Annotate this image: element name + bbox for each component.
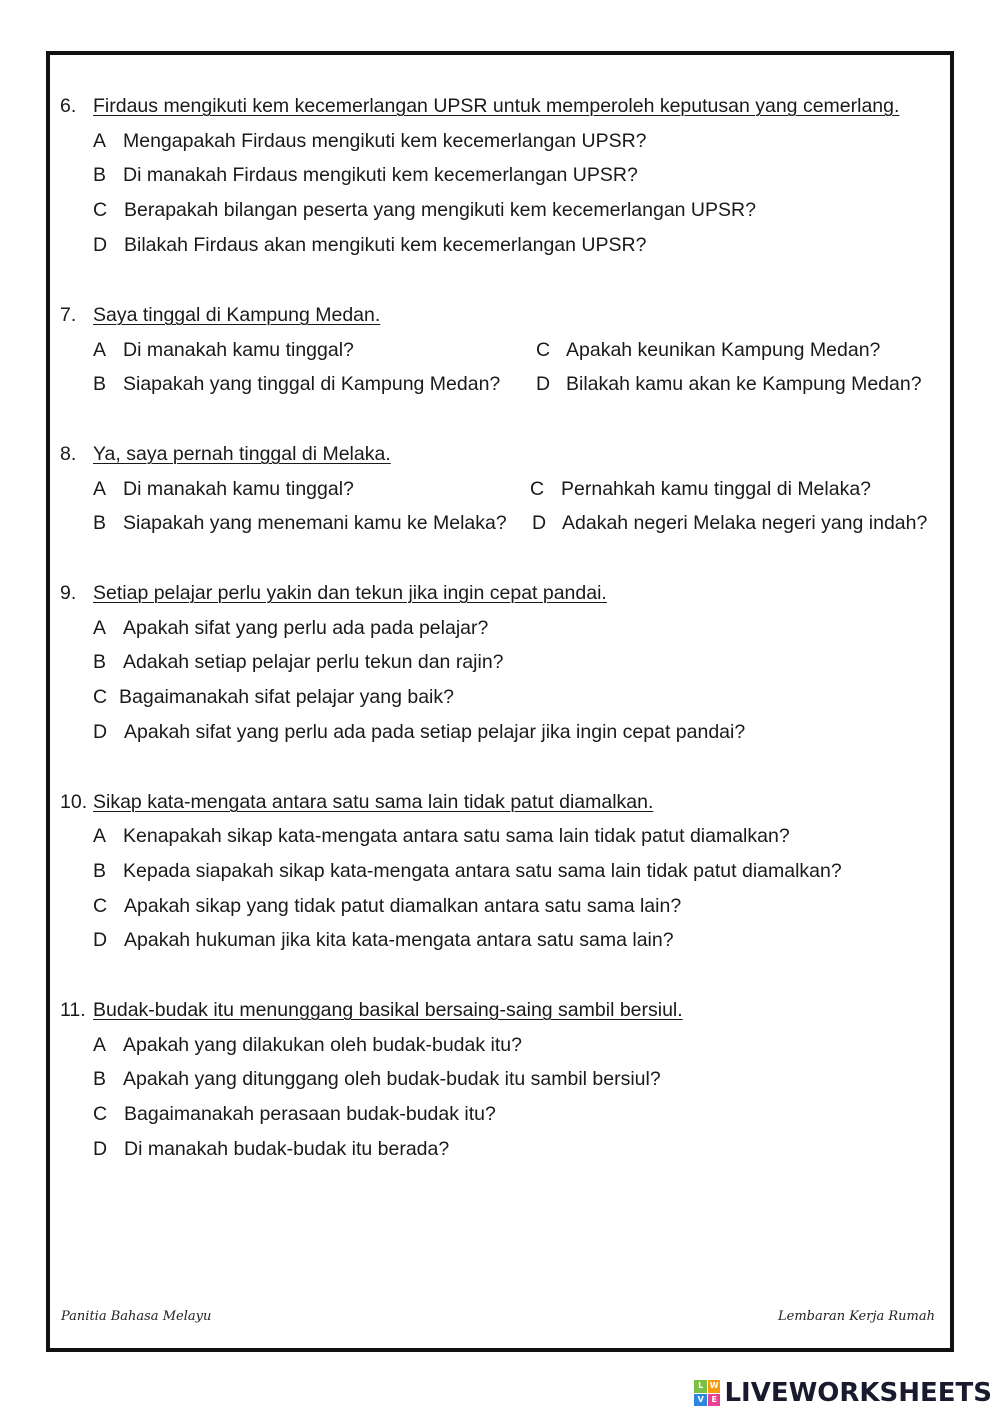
brand-name: LIVEWORKSHEETS xyxy=(724,1378,992,1408)
option-text: Di manakah kamu tinggal? xyxy=(123,478,354,500)
question-text: Sikap kata-mengata antara satu sama lain tidak patut diamalkan. xyxy=(93,791,654,813)
option-letter: C xyxy=(93,199,108,221)
option-text: Adakah negeri Melaka negeri yang indah? xyxy=(562,512,928,534)
option-letter: C xyxy=(530,478,545,500)
option-letter: A xyxy=(93,825,107,847)
option-text: Apakah sikap yang tidak patut diamalkan antara satu sama lain? xyxy=(124,895,682,917)
option-letter: C xyxy=(93,686,108,708)
question-text: Setiap pelajar perlu yakin dan tekun jika ingin cepat pandai. xyxy=(93,582,607,604)
question-text: Ya, saya pernah tinggal di Melaka. xyxy=(93,443,391,465)
option-text: Apakah hukuman jika kita kata-mengata antara satu sama lain? xyxy=(124,929,674,951)
footer-right: Lembaran Kerja Rumah xyxy=(778,1309,935,1324)
option-text: Apakah sifat yang perlu ada pada pelajar? xyxy=(123,617,489,639)
liveworksheets-brand[interactable] xyxy=(694,1377,992,1409)
option-letter: A xyxy=(93,130,107,152)
liveworksheets-logo-icon xyxy=(694,1380,720,1406)
option-letter: C xyxy=(93,895,108,917)
option-letter: B xyxy=(93,512,107,534)
option-letter: A xyxy=(93,478,107,500)
option-letter: D xyxy=(93,234,108,256)
option-letter: A xyxy=(93,1034,107,1056)
logo-letter: W xyxy=(708,1380,721,1393)
option-text: Di manakah budak-budak itu berada? xyxy=(124,1138,450,1160)
option-letter: D xyxy=(93,929,108,951)
option-letter: B xyxy=(93,373,107,395)
option-letter: B xyxy=(93,651,107,673)
option-letter: C xyxy=(93,1103,108,1125)
option-letter: A xyxy=(93,339,107,361)
option-text: Apakah yang ditunggang oleh budak-budak itu sambil bersiul? xyxy=(123,1068,661,1090)
footer-left: Panitia Bahasa Melayu xyxy=(61,1309,212,1324)
option-letter: D xyxy=(93,721,108,743)
option-letter: D xyxy=(93,1138,108,1160)
question-number: 8. xyxy=(60,443,77,465)
option-letter: B xyxy=(93,164,107,186)
logo-letter: V xyxy=(694,1394,707,1407)
option-text: Kenapakah sikap kata-mengata antara satu sama lain tidak patut diamalkan? xyxy=(123,825,790,847)
option-text: Berapakah bilangan peserta yang mengikuti kem kecemerlangan UPSR? xyxy=(124,199,756,221)
option-text: Pernahkah kamu tinggal di Melaka? xyxy=(561,478,872,500)
question-text: Budak-budak itu menunggang basikal bersaing-saing sambil bersiul. xyxy=(93,999,683,1021)
option-text: Bagaimanakah perasaan budak-budak itu? xyxy=(124,1103,496,1125)
option-letter: D xyxy=(536,373,551,395)
option-text: Di manakah kamu tinggal? xyxy=(123,339,354,361)
option-text: Apakah keunikan Kampung Medan? xyxy=(566,339,881,361)
option-letter: B xyxy=(93,1068,107,1090)
question-text: Saya tinggal di Kampung Medan. xyxy=(93,304,381,326)
option-text: Kepada siapakah sikap kata-mengata antara satu sama lain tidak patut diamalkan? xyxy=(123,860,842,882)
option-text: Siapakah yang tinggal di Kampung Medan? xyxy=(123,373,501,395)
question-number: 10. xyxy=(60,791,88,813)
option-text: Bilakah Firdaus akan mengikuti kem kecemerlangan UPSR? xyxy=(124,234,647,256)
question-text: Firdaus mengikuti kem kecemerlangan UPSR untuk memperoleh keputusan yang cemerlang. xyxy=(93,95,900,117)
logo-letter: E xyxy=(708,1394,721,1407)
question-number: 11. xyxy=(60,999,86,1021)
option-text: Di manakah Firdaus mengikuti kem kecemerlangan UPSR? xyxy=(123,164,638,186)
option-text: Mengapakah Firdaus mengikuti kem kecemerlangan UPSR? xyxy=(123,130,647,152)
option-text: Apakah sifat yang perlu ada pada setiap pelajar jika ingin cepat pandai? xyxy=(124,721,746,743)
option-letter: D xyxy=(532,512,547,534)
option-text: Adakah setiap pelajar perlu tekun dan rajin? xyxy=(123,651,504,673)
question-number: 7. xyxy=(60,304,77,326)
option-text: Apakah yang dilakukan oleh budak-budak itu? xyxy=(123,1034,522,1056)
option-letter: C xyxy=(536,339,551,361)
logo-letter: L xyxy=(694,1380,707,1393)
option-letter: B xyxy=(93,860,107,882)
question-number: 6. xyxy=(60,95,77,117)
option-text: Siapakah yang menemani kamu ke Melaka? xyxy=(123,512,507,534)
question-number: 9. xyxy=(60,582,77,604)
option-text: Bagaimanakah sifat pelajar yang baik? xyxy=(119,686,454,708)
option-letter: A xyxy=(93,617,107,639)
option-text: Bilakah kamu akan ke Kampung Medan? xyxy=(566,373,922,395)
